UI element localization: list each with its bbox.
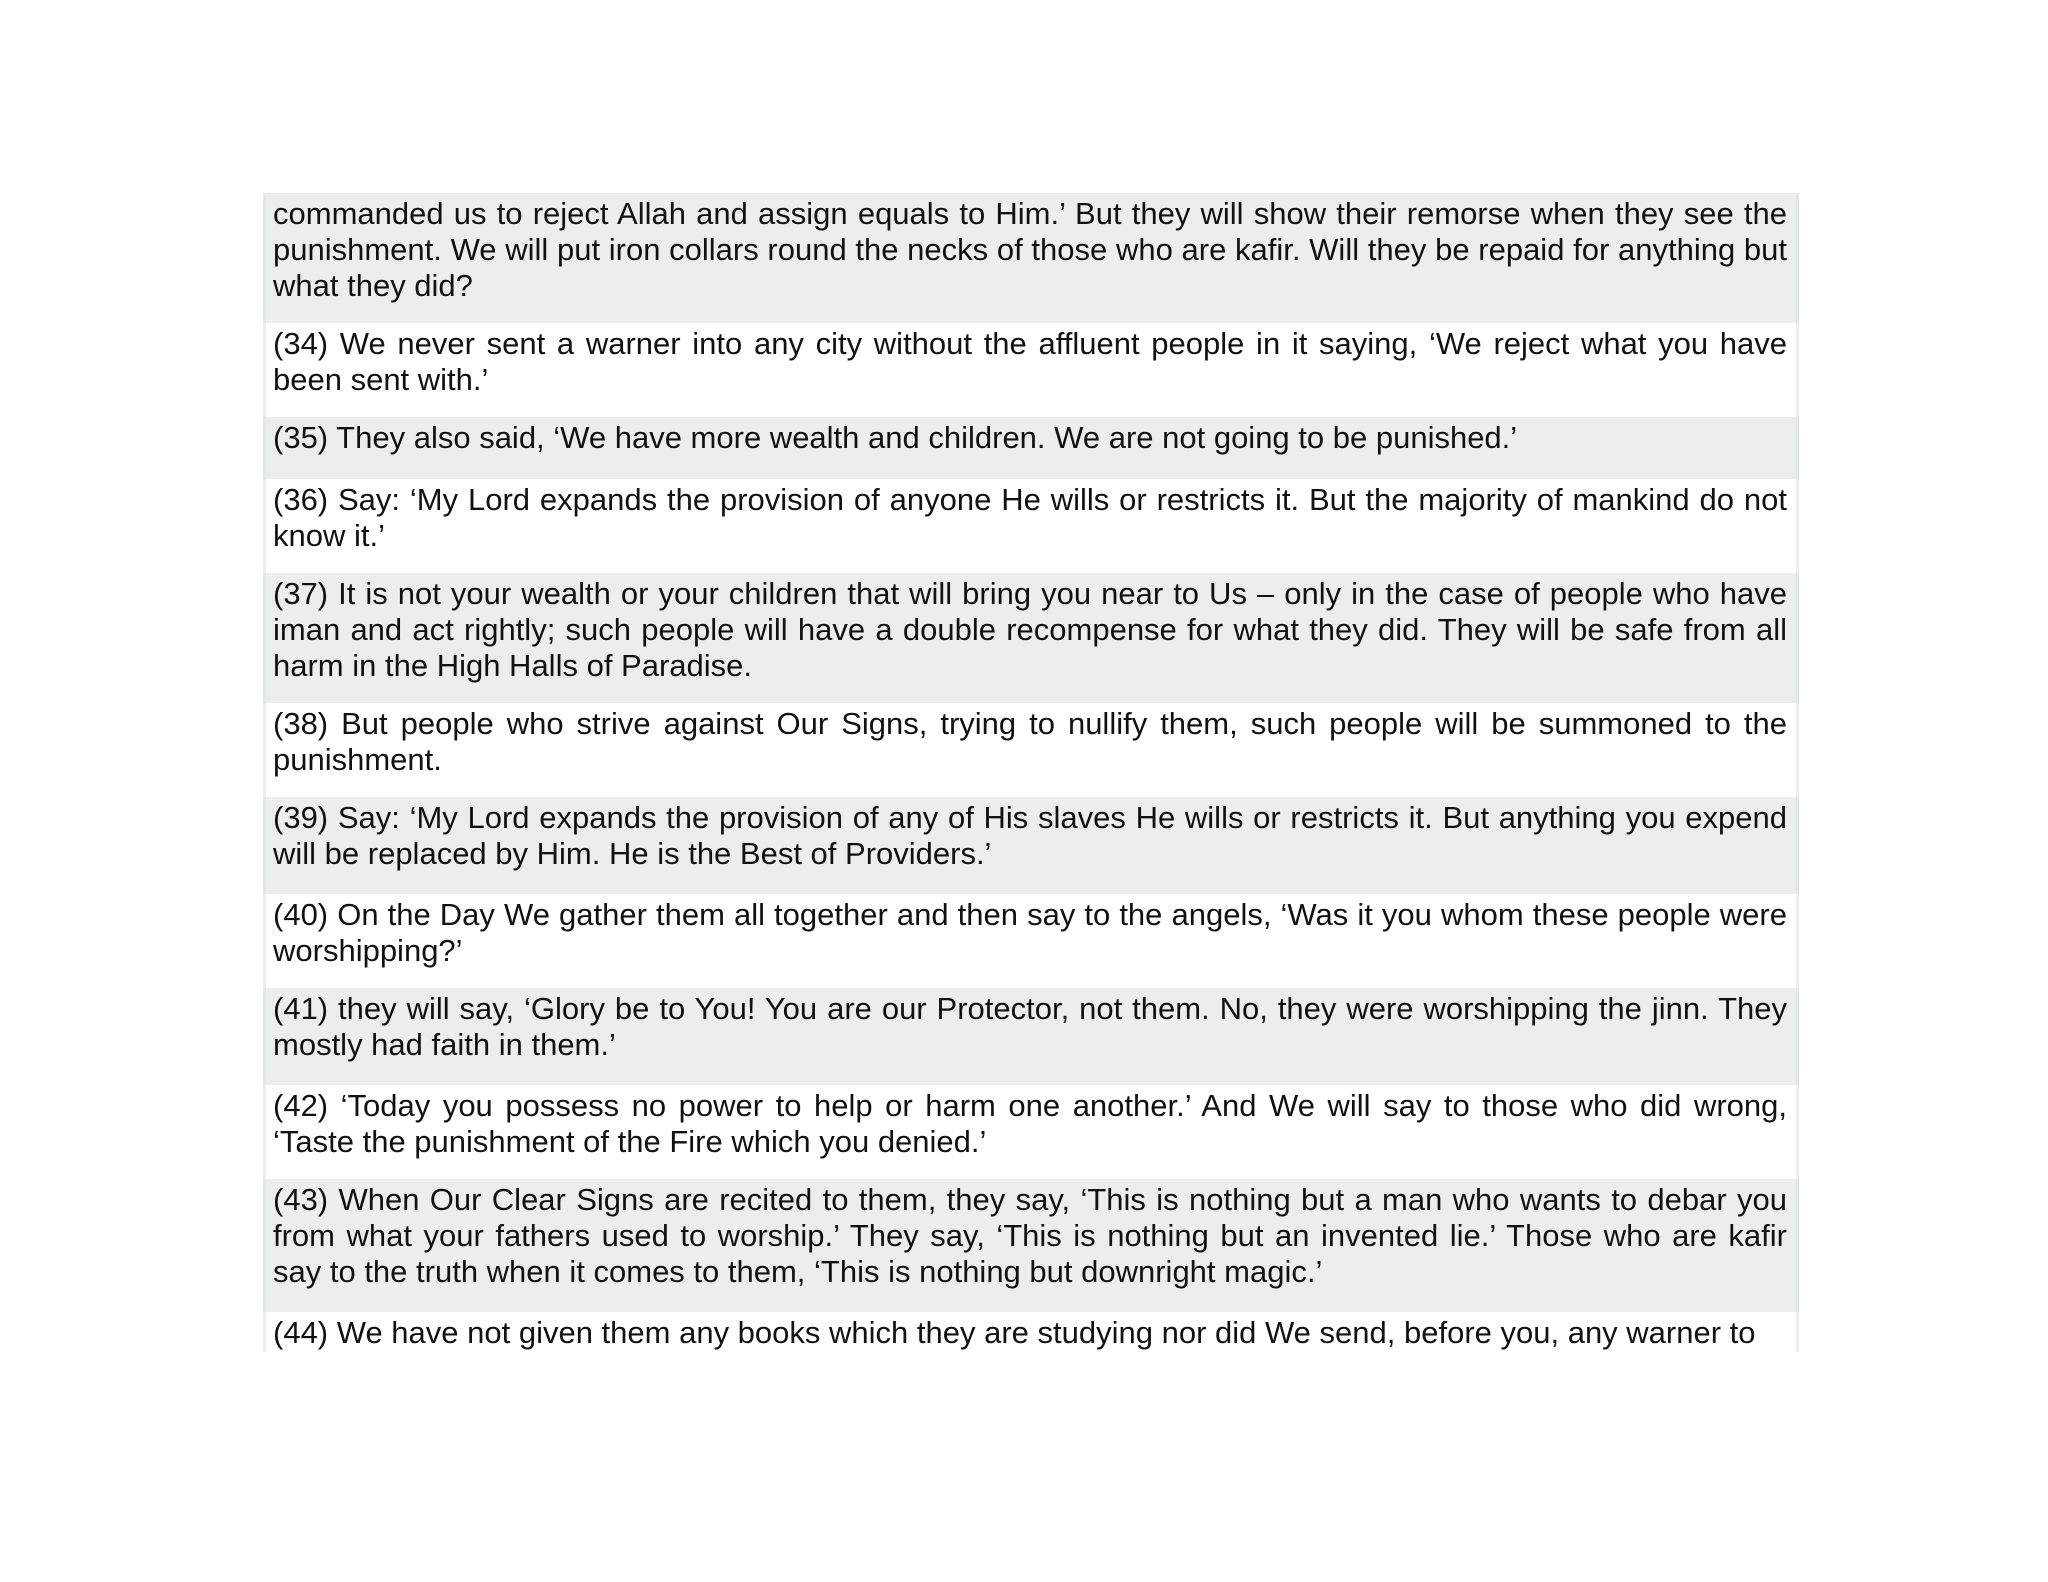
- paragraph-text: (34) We never sent a warner into any city without the affluent people in it saying, ‘We reject what you have been sent with.’: [273, 326, 1787, 397]
- document-page: [263, 193, 1799, 1377]
- paragraph-39: [263, 797, 1799, 894]
- paragraph-text: (38) But people who strive against Our Signs, trying to nullify them, such people will be summoned to the punishment.: [273, 706, 1787, 777]
- paragraph-text: (37) It is not your wealth or your children that will bring you near to Us – only in the case of people who have iman and act rightly; such people will have a double recompense for what they did. They will be safe from all harm in the High Halls of Paradise.: [273, 576, 1787, 683]
- paragraph-37: [263, 573, 1799, 703]
- paragraph-33-continued: [263, 193, 1799, 323]
- paragraph-text: (40) On the Day We gather them all together and then say to the angels, ‘Was it you whom these people were worshipping?’: [273, 897, 1787, 968]
- paragraph-43: [263, 1179, 1799, 1312]
- paragraph-text: (36) Say: ‘My Lord expands the provision of anyone He wills or restricts it. But the majority of mankind do not know it.’: [273, 482, 1787, 553]
- paragraph-text: (41) they will say, ‘Glory be to You! You are our Protector, not them. No, they were worshipping the jinn. They mostly had faith in them.’: [273, 991, 1787, 1062]
- paragraph-text: (39) Say: ‘My Lord expands the provision of any of His slaves He wills or restricts it. But anything you expend will be replaced by Him. He is the Best of Providers.’: [273, 800, 1787, 871]
- paragraph-36: [263, 479, 1799, 573]
- paragraph-44-partial: [263, 1312, 1799, 1352]
- paragraph-35: [263, 417, 1799, 479]
- paragraph-38: [263, 703, 1799, 797]
- paragraph-42: [263, 1085, 1799, 1179]
- paragraph-text: (35) They also said, ‘We have more wealth and children. We are not going to be punished.’: [273, 420, 1518, 455]
- paragraph-text: (42) ‘Today you possess no power to help or harm one another.’ And We will say to those who did wrong, ‘Taste the punishment of the Fire which you denied.’: [273, 1088, 1787, 1159]
- paragraph-34: [263, 323, 1799, 417]
- paragraph-text: (44) We have not given them any books which they are studying nor did We send, before you, any warner to: [273, 1315, 1756, 1350]
- paragraph-40: [263, 894, 1799, 988]
- paragraph-text: commanded us to reject Allah and assign equals to Him.’ But they will show their remorse when they see the punishment. We will put iron collars round the necks of those who are kafir. Will they be repaid for anything but what they did?: [273, 196, 1787, 303]
- paragraph-text: (43) When Our Clear Signs are recited to them, they say, ‘This is nothing but a man who wants to debar you from what your fathers used to worship.’ They say, ‘This is nothing but an invented lie.’ Those who are kafir say to the truth when it comes to them, ‘This is nothing but downright magic.’: [273, 1182, 1787, 1289]
- paragraph-41: [263, 988, 1799, 1085]
